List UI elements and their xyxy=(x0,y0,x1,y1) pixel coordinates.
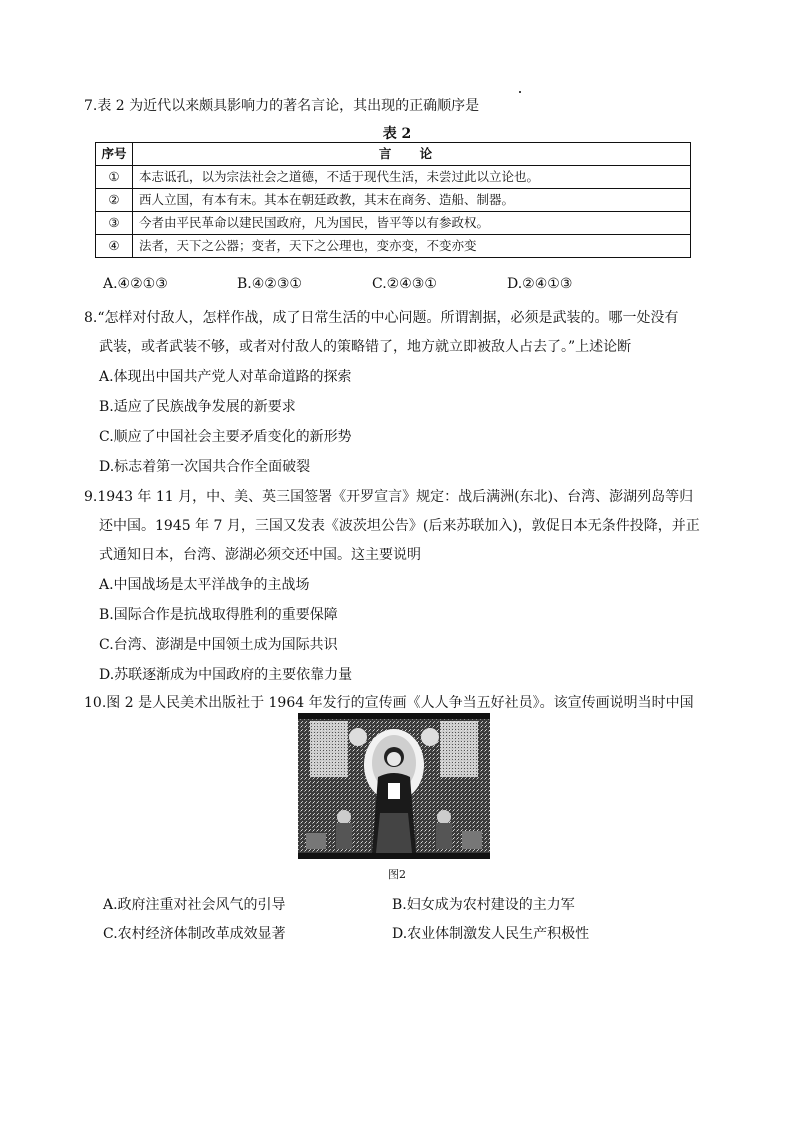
quote-table xyxy=(95,142,691,258)
q7-option-c[interactable]: C.②④③① xyxy=(372,276,437,292)
row-quote: 本志诋孔，以为宗法社会之道德，不适于现代生活，未尝过此以立论也。 xyxy=(133,166,691,189)
q7-option-a[interactable]: A.④②①③ xyxy=(103,276,168,292)
row-quote: 西人立国，有本有末。其本在朝廷政教，其末在商务、造船、制器。 xyxy=(133,189,691,212)
row-num: ① xyxy=(96,166,133,189)
header-index: 序号 xyxy=(96,143,133,166)
q9-stem-line-2: 还中国。1945 年 7 月，三国又发表《波茨坦公告》(后来苏联加入)，敦促日本无条件投降，并正 xyxy=(99,518,700,534)
q7-option-b[interactable]: B.④②③① xyxy=(237,276,302,292)
q10-option-b[interactable]: B.妇女成为农村建设的主力军 xyxy=(392,897,575,913)
table-row xyxy=(96,235,691,258)
row-num: ③ xyxy=(96,212,133,235)
row-quote: 今者由平民革命以建民国政府，凡为国民，皆平等以有参政权。 xyxy=(133,212,691,235)
q8-stem-line-2: 武装，或者武装不够，或者对付敌人的策略错了，地方就立即被敌人占去了。”上述论断 xyxy=(99,339,632,355)
q9-option-a[interactable]: A.中国战场是太平洋战争的主战场 xyxy=(99,577,310,593)
q8-option-c[interactable]: C.顺应了中国社会主要矛盾变化的新形势 xyxy=(99,429,352,445)
q8-option-b[interactable]: B.适应了民族战争发展的新要求 xyxy=(99,399,296,415)
table-row xyxy=(96,189,691,212)
row-quote: 法者，天下之公器；变者，天下之公理也，变亦变，不变亦变 xyxy=(133,235,691,258)
q9-stem-line-3: 式通知日本，台湾、澎湖必须交还中国。这主要说明 xyxy=(99,547,421,563)
q9-stem-line-1: 9.1943 年 11 月，中、美、英三国签署《开罗宣言》规定：战后满洲(东北)、台湾、澎湖列岛等归 xyxy=(84,489,694,505)
q9-option-c[interactable]: C.台湾、澎湖是中国领土成为国际共识 xyxy=(99,637,338,653)
row-num: ② xyxy=(96,189,133,212)
figure-caption: 图2 xyxy=(388,868,406,881)
propaganda-poster-image xyxy=(298,713,490,859)
table-header-row xyxy=(96,143,691,166)
table-title: 表 2 xyxy=(382,126,412,142)
q8-stem-line-1: 8.“怎样对付敌人，怎样作战，成了日常生活的中心问题。所谓割据，必须是武装的。哪一处没有 xyxy=(84,310,679,326)
q8-option-a[interactable]: A.体现出中国共产党人对革命道路的探索 xyxy=(99,369,352,385)
q10-stem: 10.图 2 是人民美术出版社于 1964 年发行的宣传画《人人争当五好社员》。该宣传画说明当时中国 xyxy=(84,695,694,711)
scan-dot xyxy=(519,91,521,93)
q10-option-d[interactable]: D.农业体制激发人民生产积极性 xyxy=(392,926,590,942)
q9-option-d[interactable]: D.苏联逐渐成为中国政府的主要依靠力量 xyxy=(99,667,353,683)
row-num: ④ xyxy=(96,235,133,258)
q7-option-d[interactable]: D.②④①③ xyxy=(507,276,573,292)
q9-option-b[interactable]: B.国际合作是抗战取得胜利的重要保障 xyxy=(99,607,338,623)
header-quote: 言 论 xyxy=(133,143,691,166)
poster-illustration xyxy=(298,713,490,859)
table-row xyxy=(96,212,691,235)
q7-stem: 7.表 2 为近代以来颇具影响力的著名言论，其出现的正确顺序是 xyxy=(84,98,480,114)
q10-option-a[interactable]: A.政府注重对社会风气的引导 xyxy=(103,897,286,913)
table-row xyxy=(96,166,691,189)
q10-option-c[interactable]: C.农村经济体制改革成效显著 xyxy=(103,926,286,942)
q8-option-d[interactable]: D.标志着第一次国共合作全面破裂 xyxy=(99,459,311,475)
